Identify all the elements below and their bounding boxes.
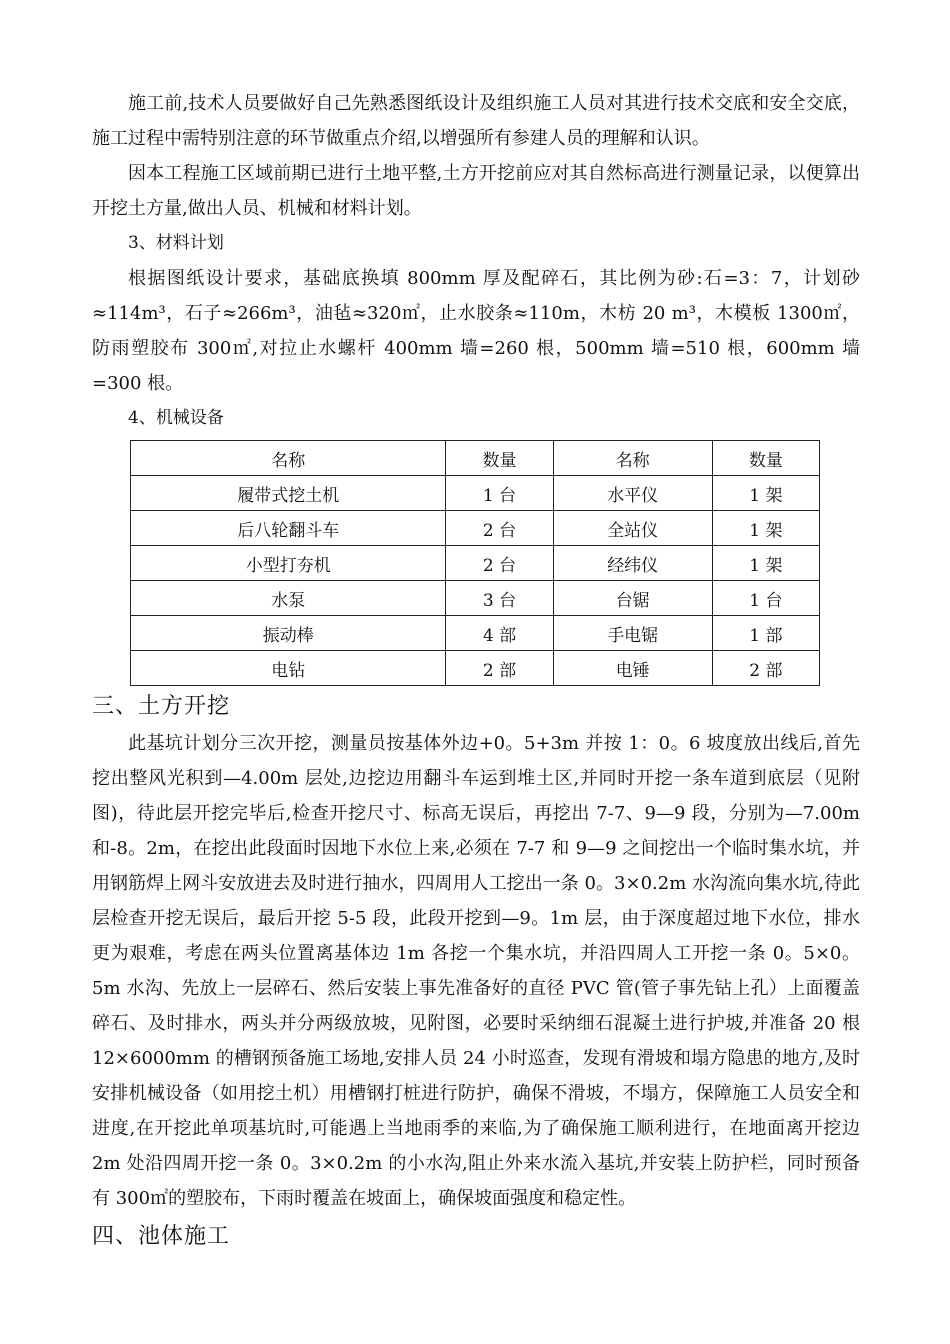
- table-row: [131, 581, 820, 616]
- subheading-equipment: 4、机械设备: [128, 408, 224, 428]
- subheading-material-plan: 3、材料计划: [128, 233, 224, 253]
- section-heading-earthwork: 三、土方开挖: [92, 694, 231, 719]
- table-header-row: [131, 441, 820, 476]
- table-cell: 1 架: [712, 511, 819, 546]
- section-heading-pool-construction: 四、池体施工: [92, 1224, 231, 1249]
- table-cell: 1 台: [446, 476, 553, 511]
- table-cell: 水泵: [131, 581, 446, 616]
- table-cell: 振动棒: [131, 616, 446, 651]
- table-cell: 后八轮翻斗车: [131, 511, 446, 546]
- paragraph-survey-plan: 因本工程施工区域前期已进行土地平整,土方开挖前应对其自然标高进行测量记录，以便算出开挖土方量,做出人员、机械和材料计划。: [92, 163, 860, 219]
- table-cell: 2 台: [446, 511, 553, 546]
- table-cell: 2 台: [446, 546, 553, 581]
- table-row: [131, 651, 820, 686]
- table-row: [131, 616, 820, 651]
- table-cell: 台锯: [553, 581, 712, 616]
- header-name-2: 名称: [553, 441, 712, 476]
- table-cell: 1 台: [712, 581, 819, 616]
- equipment-table: [130, 440, 820, 686]
- header-qty-2: 数量: [712, 441, 819, 476]
- table-cell: 2 部: [712, 651, 819, 686]
- header-qty-1: 数量: [446, 441, 553, 476]
- table-cell: 小型打夯机: [131, 546, 446, 581]
- paragraph-technical-briefing: 施工前,技术人员要做好自己先熟悉图纸设计及组织施工人员对其进行技术交底和安全交底，施工过程中需特别注意的环节做重点介绍,以增强所有参建人员的理解和认识。: [92, 93, 860, 149]
- paragraph-earthwork: 此基坑计划分三次开挖，测量员按基体外边+0。5+3m 并按 1：0。6 坡度放出线后,首先挖出整风光积到—4.00m 层处,边挖边用翻斗车运到堆土区,并同时开挖一条车道到底层（见附图)，待此层开挖完毕后,检查开挖尺寸、标高无误后，再挖出 7-7、9—9 段，分别为—7.00m 和-8。2m，在挖出此段面时因地下水位上来,必须在 7-7 和 9—9 之间挖出一个临时集水坑，并用钢筋焊上网斗安放进去及时进行抽水，四周用人工挖出一条 0。3×0.2m 水沟流向集水坑,待此层检查开挖无误后，最后开挖 5-5 段，此段开挖到—9。1m 层，由于深度超过地下水位，排水更为艰难，考虑在两头位置离基体边 1m 各挖一个集水坑，并沿四周人工开挖一条 0。5×0。5m 水沟、先放上一层碎石、然后安装上事先准备好的直径 PVC 管(管子事先钻上孔）上面覆盖碎石、及时排水，两头并分两级放坡，见附图，必要时采纳细石混凝土进行护坡,并准备 20 根 12×6000mm 的槽钢预备施工场地,安排人员 24 小时巡查，发现有滑坡和塌方隐患的地方,及时安排机械设备（如用挖土机）用槽钢打桩进行防护，确保不滑坡，不塌方，保障施工人员安全和进度,在开挖此单项基坑时,可能遇上当地雨季的来临,为了确保施工顺利进行，在地面离开挖边 2m 处沿四周开挖一条 0。3×0.2m 的小水沟,阻止外来水流入基坑,并安装上防护栏，同时预备有 300㎡的塑胶布，下雨时覆盖在坡面上，确保坡面强度和稳定性。: [92, 733, 860, 1209]
- table-cell: 全站仪: [553, 511, 712, 546]
- table-row: [131, 546, 820, 581]
- table-cell: 1 架: [712, 476, 819, 511]
- table-cell: 4 部: [446, 616, 553, 651]
- table-cell: 1 部: [712, 616, 819, 651]
- table-row: [131, 476, 820, 511]
- table-cell: 经纬仪: [553, 546, 712, 581]
- table-cell: 手电锯: [553, 616, 712, 651]
- paragraph-material-plan: 根据图纸设计要求，基础底换填 800mm 厚及配碎石，其比例为砂:石=3：7，计划砂≈114m³，石子≈266m³，油毡≈320㎡，止水胶条≈110m，木枋 20 m³，木模板 1300㎡，防雨塑胶布 300㎡,对拉止水螺杆 400mm 墙=260 根，500mm 墙=510 根，600mm 墙=300 根。: [92, 268, 860, 394]
- table-cell: 电锤: [553, 651, 712, 686]
- table-cell: 履带式挖土机: [131, 476, 446, 511]
- table-cell: 1 架: [712, 546, 819, 581]
- table-cell: 水平仪: [553, 476, 712, 511]
- table-row: [131, 511, 820, 546]
- table-cell: 电钻: [131, 651, 446, 686]
- table-cell: 3 台: [446, 581, 553, 616]
- header-name-1: 名称: [131, 441, 446, 476]
- table-cell: 2 部: [446, 651, 553, 686]
- document-page: [92, 86, 860, 1256]
